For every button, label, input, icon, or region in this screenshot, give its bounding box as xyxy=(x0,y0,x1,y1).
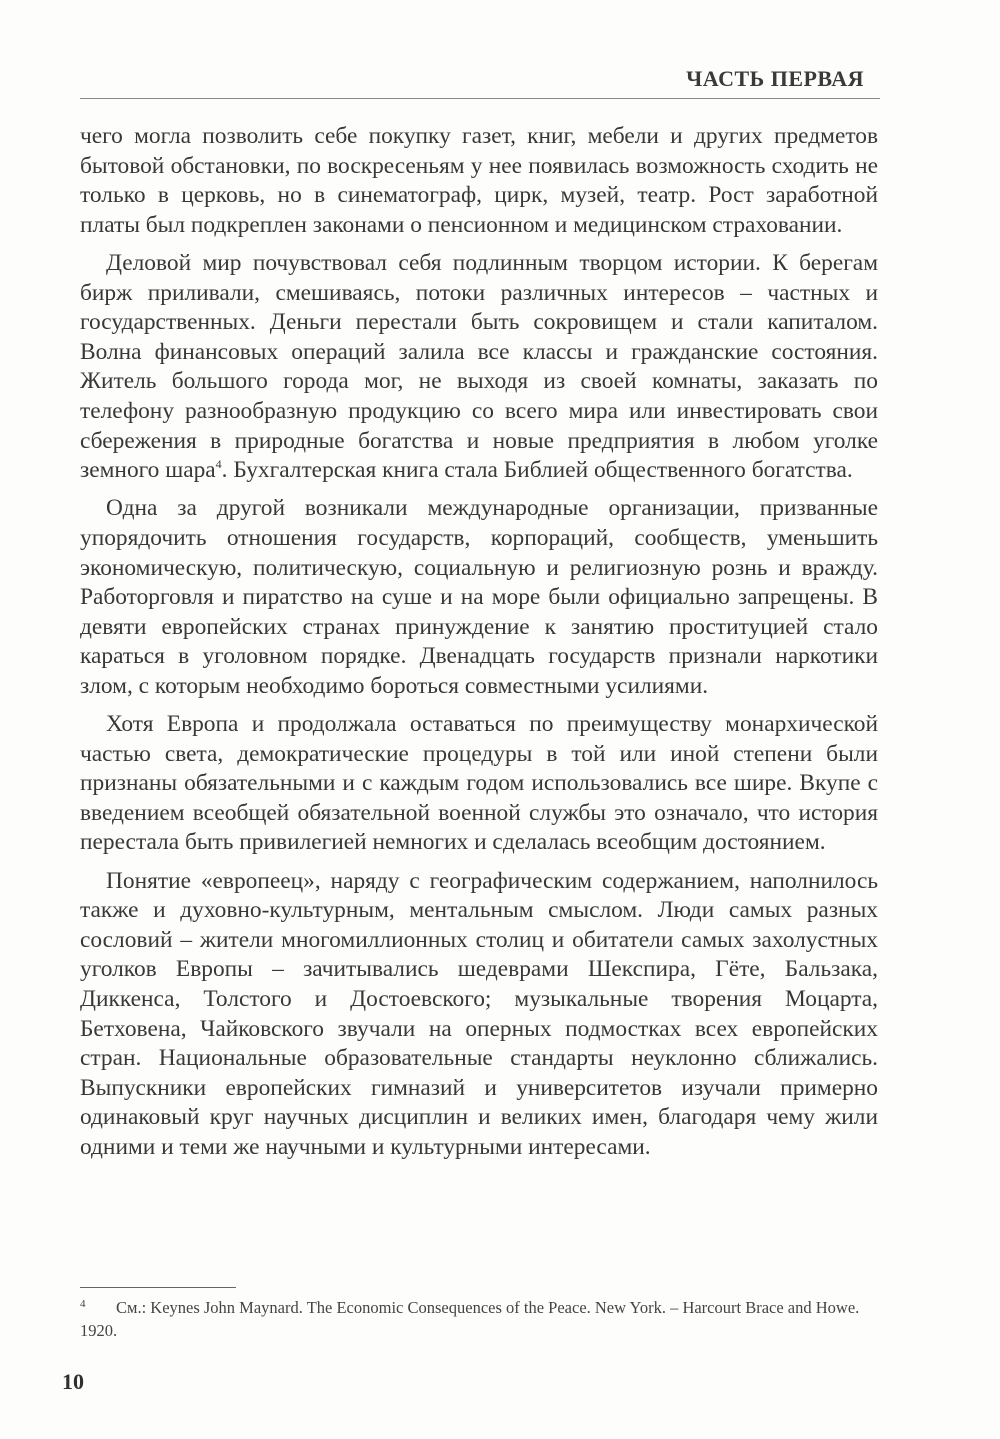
paragraph-2 xyxy=(80,249,878,486)
main-text xyxy=(80,122,878,1171)
paragraph-5: Понятие «европеец», наряду с географическим содержанием, наполнилось также и духовно-культурным, ментальным смыслом. Люди самых разных сословий – жители многомиллионных столиц и обитатели самых захолустных уголков Европы – зачитывались шедеврами Шекспира, Гёте, Бальзака, Диккенса, Толстого и Достоевского; музыкальные творения Моцарта, Бетховена, Чайковского звучали на оперных подмостках всех европейских стран. Национальные образовательные стандарты неуклонно сближались. Выпускники европейских гимназий и университетов изучали примерно одинаковый круг научных дисциплин и великих имен, благодаря чему жили одними и теми же научными и культурными интересами. xyxy=(80,867,878,1160)
running-header xyxy=(80,64,880,99)
paragraph-3: Одна за другой возникали международные организации, призванные упорядочить отношения государств, корпораций, сообществ, уменьшить экономическую, политическую, социальную и религиозную рознь и вражду. Работорговля и пиратство на суше и на море были официально запрещены. В девяти европейских странах принуждение к занятию проституцией стало караться в уголовном порядке. Двенадцать государств признали наркотики злом, с которым необходимо бороться совместными усилиями. xyxy=(80,495,878,699)
paragraph-2-tail: . Бухгалтерская книга стала Библией общественного богатства. xyxy=(221,457,853,484)
footnote-text: См.: Keynes John Maynard. The Economic Consequences of the Peace. New York. – Harcourt Brace and Howe. 1920. xyxy=(80,1298,860,1340)
footnote-mark: 4 xyxy=(80,1298,86,1310)
footnote-divider xyxy=(80,1287,236,1288)
section-title: ЧАСТЬ ПЕРВАЯ xyxy=(686,66,864,91)
page-number: 10 xyxy=(62,1369,84,1394)
paragraph-2-text: Деловой мир почувствовал себя подлинным творцом истории. К берегам бирж приливали, смешиваясь, потоки различных интересов – частных и государственных. Деньги перестали быть сокровищем и стали капиталом. Волна финансовых операций залила все классы и гражданские состояния. Житель большого города мог, не выходя из своей комнаты, заказать по телефону разнообразную продукцию со всего мира или инвестировать свои сбережения в природные богатства и новые предприятия в любом уголке земного шара xyxy=(80,249,878,484)
footnote xyxy=(80,1296,880,1342)
footnote-reference[interactable]: 4 xyxy=(215,457,222,472)
paragraph-1: чего могла позволить себе покупку газет, книг, мебели и других предметов бытовой обстановки, по воскресеньям у нее появилась возможность сходить не только в церковь, но в синематограф, цирк, музей, театр. Рост заработной платы был подкреплен законами о пенсионном и медицинском страховании. xyxy=(80,123,878,238)
paragraph-4: Хотя Европа и продолжала оставаться по преимуществу монархической частью света, демократические процедуры в той или иной степени были признаны обязательными и с каждым годом использовались все шире. Вкупе с введением всеобщей обязательной военной службы это означало, что история перестала быть привилегией немногих и сделалась всеобщим достоянием. xyxy=(80,711,878,856)
